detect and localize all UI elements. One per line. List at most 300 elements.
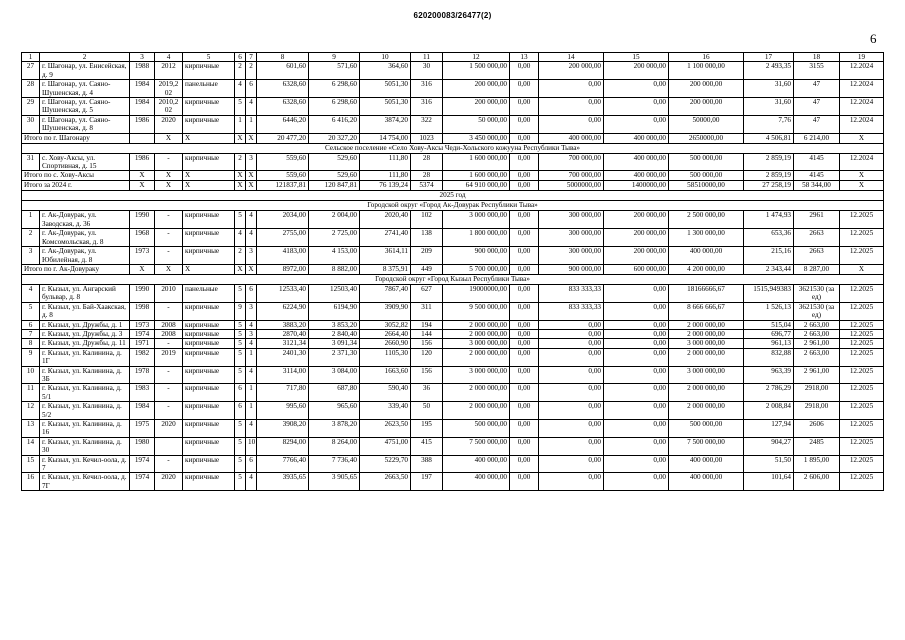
table-cell: 300 000,00 bbox=[539, 229, 604, 247]
table-cell: 0,00 bbox=[604, 402, 669, 420]
table-cell: 311 bbox=[411, 302, 443, 320]
table-cell: 4183,00 bbox=[257, 247, 309, 265]
table-cell: 0,00 bbox=[539, 384, 604, 402]
total-cell: 14 754,00 bbox=[360, 133, 411, 143]
table-cell: 0,00 bbox=[510, 339, 539, 348]
table-cell: 0,00 bbox=[604, 98, 669, 116]
table-cell: 2 000 000,00 bbox=[443, 329, 510, 338]
column-number: 4 bbox=[155, 53, 183, 62]
total-cell: 5374 bbox=[411, 181, 443, 191]
table-cell: 2663,50 bbox=[360, 473, 411, 491]
table-cell: кирпичные bbox=[183, 420, 235, 438]
table-cell: 12.2025 bbox=[840, 247, 884, 265]
total-cell: X bbox=[183, 264, 235, 274]
table-row bbox=[22, 115, 884, 133]
table-cell: - bbox=[155, 247, 183, 265]
table-cell: 1984 bbox=[130, 80, 155, 98]
table-cell: 388 bbox=[411, 455, 443, 473]
total-cell: 20 477,20 bbox=[257, 133, 309, 143]
total-cell: 0,00 bbox=[510, 264, 539, 274]
table-cell: 1 100 000,00 bbox=[669, 62, 744, 80]
table-cell bbox=[155, 437, 183, 455]
table-cell: 4145 bbox=[794, 153, 840, 171]
table-cell: 12.2024 bbox=[840, 153, 884, 171]
table-cell: 2 859,19 bbox=[744, 153, 794, 171]
address-cell: г. Кызыл, ул. Бай-Хаакская, д. 8 bbox=[40, 302, 130, 320]
table-cell: 200 000,00 bbox=[669, 80, 744, 98]
table-cell: 2 bbox=[235, 62, 246, 80]
table-cell: 2020 bbox=[155, 473, 183, 491]
table-cell: 6 bbox=[246, 80, 257, 98]
table-cell: 1 895,00 bbox=[794, 455, 840, 473]
address-cell: г. Шагонар, ул. Саяно-Шушенская, д. 4 bbox=[40, 80, 130, 98]
table-cell: 0,00 bbox=[510, 62, 539, 80]
section-row bbox=[22, 191, 884, 201]
table-cell: 19000000,00 bbox=[443, 284, 510, 302]
table-cell: 687,80 bbox=[309, 384, 360, 402]
column-number: 2 bbox=[40, 53, 130, 62]
table-cell: 156 bbox=[411, 366, 443, 384]
table-cell: 31,60 bbox=[744, 80, 794, 98]
total-cell: X bbox=[246, 264, 257, 274]
table-row bbox=[22, 366, 884, 384]
table-cell: 571,60 bbox=[309, 62, 360, 80]
table-cell: 7766,40 bbox=[257, 455, 309, 473]
table-cell: 3614,11 bbox=[360, 247, 411, 265]
table-cell: 6328,60 bbox=[257, 80, 309, 98]
table-cell: 6224,90 bbox=[257, 302, 309, 320]
table-cell: 12.2025 bbox=[840, 284, 884, 302]
table-cell: 3 bbox=[246, 329, 257, 338]
table-cell: 0,00 bbox=[604, 455, 669, 473]
table-cell: 0,00 bbox=[539, 115, 604, 133]
table-row bbox=[22, 284, 884, 302]
table-cell: 2 bbox=[246, 62, 257, 80]
table-cell: 6446,20 bbox=[257, 115, 309, 133]
table-cell: 4 bbox=[246, 473, 257, 491]
table-cell: 12.2025 bbox=[840, 366, 884, 384]
address-cell: г. Ак-Довурак, ул. Заводская, д. 36 bbox=[40, 211, 130, 229]
total-cell: X bbox=[235, 181, 246, 191]
total-cell: 900 000,00 bbox=[539, 264, 604, 274]
table-cell: 2 663,00 bbox=[794, 348, 840, 366]
table-cell: 2008 bbox=[155, 329, 183, 338]
table-cell: 200 000,00 bbox=[604, 62, 669, 80]
table-cell: 833 333,33 bbox=[539, 302, 604, 320]
total-cell bbox=[130, 133, 155, 143]
total-cell: 600 000,00 bbox=[604, 264, 669, 274]
table-cell: 0,00 bbox=[604, 348, 669, 366]
column-number: 13 bbox=[510, 53, 539, 62]
table-cell: 3 853,20 bbox=[309, 320, 360, 329]
table-cell: 0,00 bbox=[510, 229, 539, 247]
table-cell: 2664,40 bbox=[360, 329, 411, 338]
table-cell: 316 bbox=[411, 80, 443, 98]
table-cell: 4751,00 bbox=[360, 437, 411, 455]
total-cell: 20 327,20 bbox=[309, 133, 360, 143]
table-cell: 2010,2 02 bbox=[155, 98, 183, 116]
table-cell: 3909,90 bbox=[360, 302, 411, 320]
column-number: 5 bbox=[183, 53, 235, 62]
table-cell: 0,00 bbox=[510, 384, 539, 402]
total-cell: 1400000,00 bbox=[604, 181, 669, 191]
table-cell: кирпичные bbox=[183, 302, 235, 320]
total-cell: X bbox=[235, 171, 246, 181]
total-cell: X bbox=[840, 171, 884, 181]
total-cell: 700 000,00 bbox=[539, 171, 604, 181]
table-cell: 4 bbox=[246, 211, 257, 229]
table-cell: 500 000,00 bbox=[669, 153, 744, 171]
table-cell: 5 bbox=[235, 473, 246, 491]
table-cell: 0,00 bbox=[539, 98, 604, 116]
table-cell: 0,00 bbox=[510, 211, 539, 229]
table-cell: 127,94 bbox=[744, 420, 794, 438]
table-cell: 0,00 bbox=[539, 402, 604, 420]
table-cell: 4 bbox=[246, 366, 257, 384]
table-cell: 6194,90 bbox=[309, 302, 360, 320]
total-cell: 8 287,00 bbox=[794, 264, 840, 274]
register-table bbox=[21, 52, 884, 491]
table-cell: 0,00 bbox=[510, 402, 539, 420]
total-cell: 64 910 000,00 bbox=[443, 181, 510, 191]
table-cell: 0,00 bbox=[539, 437, 604, 455]
table-cell: 101,64 bbox=[744, 473, 794, 491]
table-cell: 2961 bbox=[794, 211, 840, 229]
table-cell: 0,00 bbox=[604, 302, 669, 320]
table-cell: 1105,30 bbox=[360, 348, 411, 366]
column-number: 3 bbox=[130, 53, 155, 62]
table-cell: 3874,20 bbox=[360, 115, 411, 133]
table-cell: 900 000,00 bbox=[443, 247, 510, 265]
table-cell: 1 bbox=[235, 115, 246, 133]
address-cell: г. Кызыл, ул. Калинина, д. 1Г bbox=[40, 348, 130, 366]
table-cell: 1975 bbox=[130, 420, 155, 438]
total-cell: 76 139,24 bbox=[360, 181, 411, 191]
table-cell: - bbox=[155, 211, 183, 229]
table-cell: 6 bbox=[246, 284, 257, 302]
table-cell: 2019,2 02 bbox=[155, 80, 183, 98]
table-cell: 0,00 bbox=[604, 115, 669, 133]
table-cell: 6 bbox=[246, 455, 257, 473]
table-row bbox=[22, 247, 884, 265]
table-cell: 322 bbox=[411, 115, 443, 133]
column-number-row bbox=[22, 53, 884, 62]
table-cell: 4 153,00 bbox=[309, 247, 360, 265]
total-cell: 2650000,00 bbox=[669, 133, 744, 143]
table-cell: 0,00 bbox=[510, 473, 539, 491]
column-number: 12 bbox=[443, 53, 510, 62]
total-cell: X bbox=[130, 181, 155, 191]
address-cell: г. Кызыл, ул. Кечил-оола, д. 7Г bbox=[40, 473, 130, 491]
table-cell: 36 bbox=[411, 384, 443, 402]
table-cell: 3155 bbox=[794, 62, 840, 80]
table-cell: 2 663,00 bbox=[794, 329, 840, 338]
table-cell: 1 800 000,00 bbox=[443, 229, 510, 247]
table-cell: 8 bbox=[22, 339, 40, 348]
address-cell: г. Ак-Довурак, ул. Комсомольская, д. 8 bbox=[40, 229, 130, 247]
table-cell: 4 bbox=[235, 229, 246, 247]
table-cell: 2663 bbox=[794, 247, 840, 265]
table-cell: 2012 bbox=[155, 62, 183, 80]
table-cell: 3 091,34 bbox=[309, 339, 360, 348]
table-cell: 1515,949383 bbox=[744, 284, 794, 302]
total-cell: X bbox=[840, 133, 884, 143]
total-label: Итого по г. Шагонару bbox=[22, 133, 130, 143]
table-cell: 2 000 000,00 bbox=[443, 348, 510, 366]
table-cell: 316 bbox=[411, 98, 443, 116]
table-cell: 904,27 bbox=[744, 437, 794, 455]
section-row bbox=[22, 201, 884, 211]
total-cell: 0,00 bbox=[510, 133, 539, 143]
table-row bbox=[22, 420, 884, 438]
table-cell: 3935,65 bbox=[257, 473, 309, 491]
table-cell: 300 000,00 bbox=[539, 211, 604, 229]
table-cell: 1974 bbox=[130, 329, 155, 338]
table-cell: 111,80 bbox=[360, 153, 411, 171]
table-cell: 717,80 bbox=[257, 384, 309, 402]
table-cell: 5 bbox=[235, 366, 246, 384]
table-row bbox=[22, 384, 884, 402]
table-cell: 2 008,84 bbox=[744, 402, 794, 420]
table-cell: 7 736,40 bbox=[309, 455, 360, 473]
table-cell: 0,00 bbox=[510, 366, 539, 384]
table-cell: 0,00 bbox=[510, 284, 539, 302]
table-cell: кирпичные bbox=[183, 437, 235, 455]
table-cell: 200 000,00 bbox=[604, 247, 669, 265]
table-cell: 2 000 000,00 bbox=[669, 329, 744, 338]
table-cell: 4 bbox=[246, 320, 257, 329]
table-cell: 2755,00 bbox=[257, 229, 309, 247]
table-cell: 12.2024 bbox=[840, 115, 884, 133]
table-cell: 3 bbox=[246, 302, 257, 320]
table-cell: 12.2025 bbox=[840, 211, 884, 229]
table-cell: 1968 bbox=[130, 229, 155, 247]
table-cell: 3621530 (за ед) bbox=[794, 302, 840, 320]
total-cell: 1 600 000,00 bbox=[443, 171, 510, 181]
table-cell: 2 000 000,00 bbox=[443, 384, 510, 402]
table-cell: 7867,40 bbox=[360, 284, 411, 302]
table-cell: 0,00 bbox=[510, 348, 539, 366]
table-cell: кирпичные bbox=[183, 473, 235, 491]
table-cell: 47 bbox=[794, 80, 840, 98]
column-number: 19 bbox=[840, 53, 884, 62]
table-cell: 0,00 bbox=[604, 284, 669, 302]
table-cell: 2 000 000,00 bbox=[443, 320, 510, 329]
table-cell: 14 bbox=[22, 437, 40, 455]
table-cell: 12.2025 bbox=[840, 437, 884, 455]
table-cell: 3 000 000,00 bbox=[443, 366, 510, 384]
total-cell: 559,60 bbox=[257, 171, 309, 181]
address-cell: г. Кызыл, ул. Калинина, д. 30 bbox=[40, 437, 130, 455]
table-cell: - bbox=[155, 402, 183, 420]
table-cell: 965,60 bbox=[309, 402, 360, 420]
table-cell: 8 264,00 bbox=[309, 437, 360, 455]
table-cell: 3 bbox=[246, 247, 257, 265]
total-cell: X bbox=[235, 264, 246, 274]
table-cell: 2 371,30 bbox=[309, 348, 360, 366]
total-cell: 8 882,00 bbox=[309, 264, 360, 274]
table-cell: 1 bbox=[246, 402, 257, 420]
table-cell: 961,13 bbox=[744, 339, 794, 348]
table-cell: 3 000 000,00 bbox=[669, 366, 744, 384]
table-cell: 0,00 bbox=[510, 420, 539, 438]
table-cell: 0,00 bbox=[510, 80, 539, 98]
total-cell: X bbox=[246, 181, 257, 191]
table-cell: 2606 bbox=[794, 420, 840, 438]
table-cell: 2401,30 bbox=[257, 348, 309, 366]
total-cell: 6 214,00 bbox=[794, 133, 840, 143]
table-cell: 5 bbox=[235, 420, 246, 438]
total-cell: 8972,00 bbox=[257, 264, 309, 274]
table-cell: 1971 bbox=[130, 339, 155, 348]
table-cell: 500 000,00 bbox=[669, 420, 744, 438]
table-cell: 120 bbox=[411, 348, 443, 366]
table-cell: 2019 bbox=[155, 348, 183, 366]
table-cell: 6 416,20 bbox=[309, 115, 360, 133]
total-cell: 529,60 bbox=[309, 171, 360, 181]
table-cell: 28 bbox=[411, 153, 443, 171]
table-cell: 215,16 bbox=[744, 247, 794, 265]
table-cell: 209 bbox=[411, 247, 443, 265]
table-cell: 12.2025 bbox=[840, 229, 884, 247]
table-cell: 3908,20 bbox=[257, 420, 309, 438]
table-cell: 0,00 bbox=[604, 80, 669, 98]
table-cell: 3052,82 bbox=[360, 320, 411, 329]
table-cell: панельные bbox=[183, 284, 235, 302]
table-cell: кирпичные bbox=[183, 366, 235, 384]
total-label: Итого за 2024 г. bbox=[22, 181, 130, 191]
table-cell: 0,00 bbox=[510, 115, 539, 133]
table-cell: 2870,40 bbox=[257, 329, 309, 338]
table-cell: 1974 bbox=[130, 473, 155, 491]
table-cell: 300 000,00 bbox=[539, 247, 604, 265]
table-cell: 2 000 000,00 bbox=[443, 402, 510, 420]
table-row bbox=[22, 211, 884, 229]
total-cell: X bbox=[183, 181, 235, 191]
column-number: 17 bbox=[744, 53, 794, 62]
table-cell: 47 bbox=[794, 98, 840, 116]
table-row bbox=[22, 348, 884, 366]
table-cell: 696,77 bbox=[744, 329, 794, 338]
address-cell: г. Шагонар, ул. Саяно-Шушенская, д. 5 bbox=[40, 98, 130, 116]
table-cell: 2 493,35 bbox=[744, 62, 794, 80]
table-cell: 0,00 bbox=[510, 455, 539, 473]
table-cell: 0,00 bbox=[539, 348, 604, 366]
table-cell: 3 bbox=[246, 153, 257, 171]
table-row bbox=[22, 320, 884, 329]
table-cell: 3 bbox=[22, 247, 40, 265]
total-cell: 4145 bbox=[794, 171, 840, 181]
table-cell: 601,60 bbox=[257, 62, 309, 80]
total-cell: 400 000,00 bbox=[604, 171, 669, 181]
table-cell: 2741,40 bbox=[360, 229, 411, 247]
table-cell: 3 000 000,00 bbox=[443, 211, 510, 229]
table-cell: 16 bbox=[22, 473, 40, 491]
table-cell: 0,00 bbox=[539, 455, 604, 473]
table-cell: 1973 bbox=[130, 247, 155, 265]
table-cell: 0,00 bbox=[604, 339, 669, 348]
table-cell: 3121,34 bbox=[257, 339, 309, 348]
section-row bbox=[22, 143, 884, 153]
total-cell: X bbox=[155, 133, 183, 143]
table-cell: 10 bbox=[246, 437, 257, 455]
table-cell: 529,60 bbox=[309, 153, 360, 171]
table-cell: 12.2025 bbox=[840, 348, 884, 366]
table-cell: 6 298,60 bbox=[309, 98, 360, 116]
total-cell: 8 375,91 bbox=[360, 264, 411, 274]
table-cell: - bbox=[155, 153, 183, 171]
table-cell: 364,60 bbox=[360, 62, 411, 80]
table-cell: 0,00 bbox=[539, 80, 604, 98]
table-cell: 1990 bbox=[130, 211, 155, 229]
total-cell: 0,00 bbox=[510, 171, 539, 181]
table-cell: 0,00 bbox=[604, 320, 669, 329]
total-cell: 2 343,44 bbox=[744, 264, 794, 274]
table-cell: 3 878,20 bbox=[309, 420, 360, 438]
table-cell: 200 000,00 bbox=[604, 229, 669, 247]
table-cell: 2 000 000,00 bbox=[669, 384, 744, 402]
address-cell: г. Кызыл, ул. Ангарский бульвар, д. 8 bbox=[40, 284, 130, 302]
table-cell: 0,00 bbox=[539, 339, 604, 348]
table-cell: 559,60 bbox=[257, 153, 309, 171]
table-cell: кирпичные bbox=[183, 247, 235, 265]
table-cell: 18166666,67 bbox=[669, 284, 744, 302]
table-cell: 6328,60 bbox=[257, 98, 309, 116]
table-cell: 400 000,00 bbox=[669, 455, 744, 473]
table-cell: 1984 bbox=[130, 98, 155, 116]
table-row bbox=[22, 153, 884, 171]
table-cell: 0,00 bbox=[539, 473, 604, 491]
table-cell: 1 526,13 bbox=[744, 302, 794, 320]
table-cell: 28 bbox=[22, 80, 40, 98]
table-cell: 0,00 bbox=[604, 366, 669, 384]
table-cell: 1986 bbox=[130, 153, 155, 171]
table-cell: 400 000,00 bbox=[604, 153, 669, 171]
table-cell: - bbox=[155, 455, 183, 473]
table-cell: 0,00 bbox=[510, 320, 539, 329]
table-cell: 0,00 bbox=[510, 329, 539, 338]
total-cell: X bbox=[155, 264, 183, 274]
table-cell: 1 bbox=[22, 211, 40, 229]
section-title: Городской округ «Город Кызыл Республики Тыва» bbox=[22, 274, 884, 284]
address-cell: г. Кызыл, ул. Дружбы, д. 1 bbox=[40, 320, 130, 329]
table-cell: 1 bbox=[246, 115, 257, 133]
table-cell: 1998 bbox=[130, 302, 155, 320]
table-cell: 4 bbox=[246, 98, 257, 116]
section-title: Городской округ «Город Ак-Довурак Республики Тыва» bbox=[22, 201, 884, 211]
table-cell: 400 000,00 bbox=[669, 247, 744, 265]
table-cell: кирпичные bbox=[183, 402, 235, 420]
table-cell: 9 500 000,00 bbox=[443, 302, 510, 320]
table-cell: 2020,40 bbox=[360, 211, 411, 229]
table-cell: 0,00 bbox=[539, 329, 604, 338]
table-cell: 1978 bbox=[130, 366, 155, 384]
table-cell: 12503,40 bbox=[309, 284, 360, 302]
table-cell: 1988 bbox=[130, 62, 155, 80]
table-cell: 5 bbox=[235, 284, 246, 302]
table-cell: 0,00 bbox=[539, 420, 604, 438]
total-cell: 4 200 000,00 bbox=[669, 264, 744, 274]
table-cell: 3114,00 bbox=[257, 366, 309, 384]
table-cell: 12.2025 bbox=[840, 420, 884, 438]
table-cell: 2020 bbox=[155, 420, 183, 438]
table-cell: 2 961,00 bbox=[794, 339, 840, 348]
table-cell: 700 000,00 bbox=[539, 153, 604, 171]
table-cell: 12.2024 bbox=[840, 98, 884, 116]
table-cell: кирпичные bbox=[183, 153, 235, 171]
table-cell: 6 298,60 bbox=[309, 80, 360, 98]
table-cell: 1 300 000,00 bbox=[669, 229, 744, 247]
